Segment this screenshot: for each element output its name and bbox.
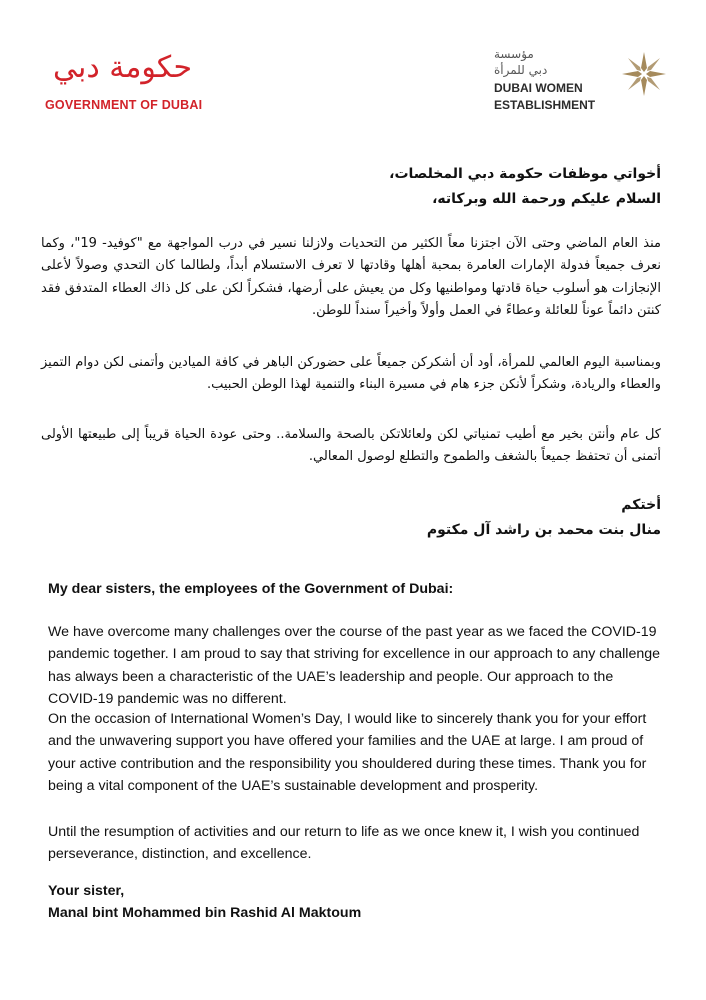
dwe-logo-arabic-line2: دبي للمرأة xyxy=(494,63,548,77)
english-paragraph-2-line: being a vital component of the UAE’s sustainable development and prosperity. xyxy=(48,777,539,794)
arabic-greeting xyxy=(161,162,661,212)
english-paragraph-1-line: has always been a characteristic of the UAE’s leadership and people. Our approach to the xyxy=(48,668,614,685)
dwe-logo-text xyxy=(494,46,616,114)
english-paragraph-2-line: On the occasion of International Women’s Day, I would like to sincerely thank you for your effort xyxy=(48,711,647,727)
arabic-paragraph-3: كل عام وأنتن بخير مع أطيب تمنياتي لكن ولعائلاتكن بالصحة والسلامة.. وحتى عودة الحياة قريباً إلى طبيعتها الأولى أتمنى أن تحتفظ جميعاً بالشغف والطموح والتطلع لوصول المعالي. xyxy=(41,427,661,465)
dubai-women-establishment-logo xyxy=(494,46,669,121)
english-paragraph-3-line: Until the resumption of activities and our return to life as we once knew it, I wish you continued xyxy=(48,824,640,840)
english-signature-block xyxy=(48,880,668,925)
arabic-greeting-line1: أخواتي موظفات حكومة دبي المخلصات، xyxy=(389,166,661,182)
arabic-greeting-line2: السلام عليكم ورحمة الله وبركاته، xyxy=(432,191,661,207)
arabic-signature: منال بنت محمد بن راشد آل مكتوم xyxy=(426,522,661,538)
english-paragraph-1-line: COVID-19 pandemic was no different. xyxy=(48,690,287,707)
dwe-logo-arabic-line1: مؤسسة xyxy=(494,47,534,61)
english-paragraph-1-line: pandemic together. I am proud to say that striving for excellence in our approach to any challenge xyxy=(48,646,661,663)
gov-logo-arabic: حكومة دبي xyxy=(53,50,193,85)
english-paragraph-3-line: perseverance, distinction, and excellence. xyxy=(48,846,312,863)
dwe-logo-english-line1: DUBAI WOMEN xyxy=(494,81,583,95)
english-paragraph-1 xyxy=(48,621,668,710)
gov-logo-english: GOVERNMENT OF DUBAI xyxy=(45,98,203,112)
arabic-paragraph-1: منذ العام الماضي وحتى الآن اجتزنا معاً الكثير من التحديات ولازلنا نسير في درب المواجهة مع "كوفيد- 19"، وكما نعرف جميعاً فدولة الإمارات العامرة بمحبة أهلها وقادتها لا تعرف الاستسلام أبداً، ولطالما كان التحدي وصولاً لأعلى الإنجازات هو أسلوب حياة قادتها ومواطنيها وكل من يعيش على أرضها، فشكراً لكن على كل ذاك العطاء المتدفق فقد كنتن دائماً عوناً للعائلة وعطاءً في العمل وأولاً وأخيراً سنداً للوطن. xyxy=(41,236,661,319)
english-closing: Your sister, xyxy=(48,883,125,899)
dwe-star-emblem-icon xyxy=(620,50,668,98)
english-signature: Manal bint Mohammed bin Rashid Al Maktoum xyxy=(48,905,362,922)
english-paragraph-3 xyxy=(48,821,668,866)
english-greeting: My dear sisters, the employees of the Government of Dubai: xyxy=(48,581,454,597)
arabic-paragraph-2: وبمناسبة اليوم العالمي للمرأة، أود أن أشكركن جميعاً على حضوركن الباهر في كافة الميادين وأتمنى لكن دوام التميز والعطاء والريادة، وشكراً لأنكن جزء هام في مسيرة البناء والتنمية لهذا الوطن الحبيب. xyxy=(41,355,661,393)
dwe-logo-english-line2: ESTABLISHMENT xyxy=(494,98,596,112)
arabic-signature-block xyxy=(261,493,661,543)
english-paragraph-2-line: and the unwavering support you have offered your families and the UAE at large. I am proud of xyxy=(48,733,644,750)
arabic-closing: أختكم xyxy=(621,497,661,513)
english-paragraph-2-line: your active contribution and the responsibility you shouldered during these times. Thank you for xyxy=(48,755,647,772)
english-paragraph-1-line: We have overcome many challenges over the course of the past year as we faced the COVID-19 xyxy=(48,624,657,640)
english-paragraph-2 xyxy=(48,708,668,797)
government-of-dubai-logo xyxy=(45,46,203,116)
